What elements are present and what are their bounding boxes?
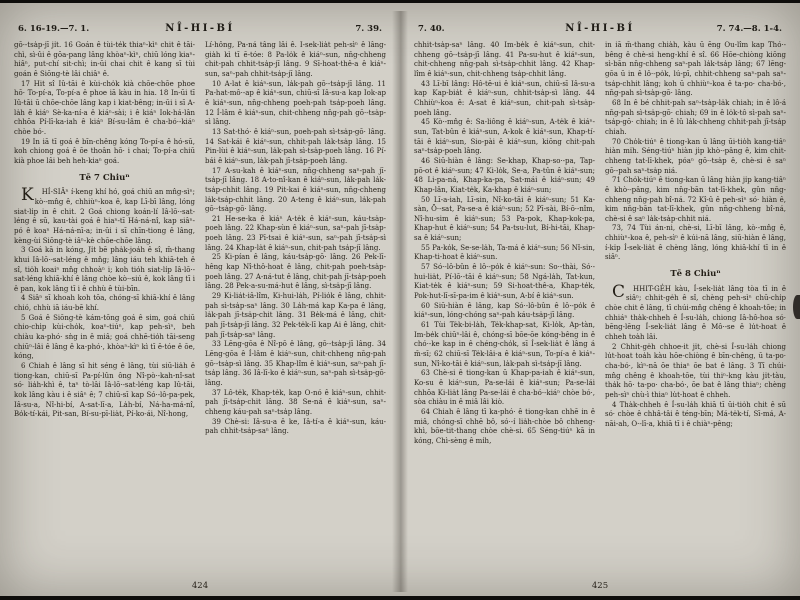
book-title: NÎ-HI-BÍ [565, 23, 635, 34]
page-left [8, 9, 392, 594]
text-paragraph: 71 Cho̍k-tiúⁿ ê tiong-kan ū lâng hiàn ji̍p kang-tiâⁿ ê khò·-pâng, kim nn̄g-bān tat-lī-khek, gûn nn̄g-chheng nn̄g-pah bî-ná. 72 Kî-û ê peh-sìⁿ só· hiàn ê, kim nn̄g-bān tat-lī-khek, gûn nn̄g-chheng bî-ná, chè-si ê saⁿ la̍k-tsa̍p-chhit niá. [605, 176, 786, 223]
text-paragraph: 60 Siū-hiàn ê lâng, kap Só·-lô-bûn ê lô·-po̍k ê kiáⁿ-sun, lóng-chóng saⁿ-pah káu-tsa̍p-jī lâng. [414, 301, 595, 320]
continuation-paragraph: gō·-tsa̍p-jī ji̍t. 16 Goán ê tùi-te̍k thiaⁿ-kìⁿ chit ê tāi-chì, sì-ûi ê gōa-pang lâng khòaⁿ-kìⁿ, chiū lóng kiaⁿ-hiâⁿ, put-chí sit-chì; in-ūi chai chit ê kang sī tùi goán ê Siōng-tè lâi chiâⁿ ê. [14, 41, 195, 78]
text-paragraph: 29 Ki-lia̍t-iâ-lîm, Ki-hui-la̍h, Pí-lio̍k ê lâng, chhit-pah sì-tsa̍p-saⁿ lâng. 30 La̍h-má kap Ka-pa ê lâng, la̍k-pah jī-tsa̍p-chit lâng. 31 Be̍k-má ê lâng, chit-pah jī-tsa̍p-jī lâng. 32 Pek-te̍k-lī kap Ai ê lâng, chit-pah jī-tsa̍p-saⁿ lâng. [205, 292, 386, 339]
text-paragraph: 6 Chiah ê lâng sī hit séng ê lâng, tùi siū-lia̍h ê tiong-kan, chiū-sī Pa-pí-lûn ông Nî-pò·-kah-nî-sat só· lia̍h-khì ê, taⁿ tò-lâi Iâ-lō·-sat-léng kap Iû-tāi, kok lâng kàu i ê siâⁿ ê; 7 chiū-sī kap Só·-lô-pa-pek, Iâ-su-a, Nî-hi-bí, A-sat-lī-a, La̍h-bí, Ná-ha-má-nî, Bo̍k-tí-kái, Pit-san, Bí-su-pī-lia̍t, Pí-ko-ái, Nî-hong, [14, 362, 195, 419]
text-paragraph: 19 In iā tī goá ê bīn-chêng kóng To-pí-a ê hó-sū, koh chiong goá ê ōe thoân hō· i chai; To-pí-a chiū kià phoe lâi beh heh-kiaⁿ goá. [14, 137, 195, 165]
book-scan [0, 3, 800, 596]
text-paragraph: 5 Goá ê Siōng-tè kám-tōng goá ê sim, goá chiū chio-chi̍p kùi-cho̍k, koaⁿ-tiúⁿ, kap peh-sìⁿ, beh chiàu ka-phó· sǹg in ê miâ; goá chhē-tio̍h tāi-seng chiūⁿ-lâi ê lâng ê ka-phó·, khòaⁿ-kìⁿ kì tī ē-tóe ê ōe, kóng, [14, 313, 195, 361]
text-columns-right-page [414, 41, 786, 578]
text-column-4 [605, 41, 786, 578]
text-paragraph: 70 Cho̍k-tiúⁿ ê tiong-kan ū lâng ūi-tio̍h kang-tiâⁿ hiàn mi̍h. Séng-tiúⁿ hiàn ji̍p khò·-pâng ê, kim chit-chheng tat-lī-khek, póaⁿ gō·-tsa̍p ê, chè-si ê saⁿ gō·-pah saⁿ-tsa̍p niá. [605, 137, 786, 175]
text-paragraph: 46 Siū-hiàn ê lâng: Se-khap, Khap-so·-pa, Tap-pō-ot ê kiáⁿ-sun; 47 Ki-lo̍k, Se-a, Pa-tûn ê kiáⁿ-sun; 48 Li-pa-ná, Khap-ka-pa, Sat-mái ê kiáⁿ-sun; 49 Khap-lân, Kiat-te̍k, Ka-khap ê kiáⁿ-sun; [414, 156, 595, 194]
text-paragraph: 61 Tùi Te̍k-bi-la̍h, Te̍k-khap-sat, Ki-lo̍k, Ap-tàn, Im-be̍k chiūⁿ-lâi ê, chóng-sī bōe-ōe kóng-bêng in ê chó·-ke kap in ê chéng-cho̍k, sī Í-sek-lia̍t ê lâng á m̄-sī; 62 chiū-sī Te̍k-lâi-a ê kiáⁿ-sun, To-pí-a ê kiáⁿ-sun, Nî-ko-tāi ê kiáⁿ-sun, la̍k-pah sì-tsa̍p-jī lâng. [414, 321, 595, 368]
text-paragraph: 25 Ki-pían ê lâng, káu-tsa̍p-gō· lâng. 26 Pek-lī-hêng kap Nî-thô-hoat ê lâng, chit-pah poeh-tsa̍p-poeh lâng. 27 A-ná-tut ê lâng, chit-pah jī-tsa̍p-poeh lâng. 28 Pek-a-su-má-hut ê lâng, sì-tsa̍p-jī lâng. [205, 253, 386, 291]
text-columns-left-page [14, 41, 386, 578]
verse-range-right: 7. 39. [355, 24, 382, 34]
text-paragraph: 73, 74 Tùi án-ni, chè-si, Lī-bī lâng, kò·-mn̂g ê, chhiùⁿ-koa ê, peh-sìⁿ ê kúi-nā lâng, siū-hiàn ê lâng, í-ki̍p Í-sek-lia̍t ê chèng lâng, lóng khiā-khí tī in ê siâⁿ. [605, 224, 786, 262]
text-paragraph: 4 Tha̍k-chheh ê Í-su-la̍h khiā tī ūi-tio̍h chit ê sū só· chòe ê chhâ-tâi ê téng-bīn; Má-te̍k-tí, Sī-má, A-nāi-ah, O·-lī-a, khiā tī i ê chiàⁿ-pêng; [605, 400, 786, 428]
text-paragraph: 43 Lī-bī lâng: Hô-tē-ui ê kiáⁿ-sun, chiū-sī Iâ-su-a kap Kap-bia̍t ê kiáⁿ-sun, chhit-tsa̍p-sì lâng. 44 Chhiùⁿ-koa ê: A-sat ê kiáⁿ-sun, chit-pah sì-tsa̍p-poeh lâng. [414, 79, 595, 117]
text-paragraph: 3 Goá kā in kóng, Ji̍t bē pha̍k-joa̍h ê sî, m̄-thang khui Iâ-lō·-sat-léng ê mn̂g; lâng iáu teh khiā-teh ê sî, tio̍h koaiⁿ mn̂g chhoàⁿ i; koh tio̍h siat-li̍p Iâ-lō·-sat-léng khiā-khí ê lâng chòe kò·-siú ê, kok lâng tī i ê pan, kok lâng tī i ê chhù ê tùi-bīn. [14, 246, 195, 293]
running-header-left-page [14, 23, 386, 34]
text-column-2 [205, 41, 386, 578]
running-header-right-page [414, 23, 786, 34]
drop-cap-paragraph: KHÍ-SIÂⁿ í-keng khí hó, goá chiū an mn̂g-sìⁿ; kò·-mn̂g ê, chhiùⁿ-koa ê, kap Lī-bī lâng, lóng siat-li̍p in ê chit. 2 Goá chiong koán-lí Iâ-lō·-sat-léng ê sū, kau-tài goá ê hiaⁿ-tī Há-ná-nî, kap siâⁿ-pó ê koaⁿ Há-ná-nī-a; in-ūi i sī chīn-tiong ê lâng, kèng-ùi Siōng-tè iâⁿ-kè chōe-chōe lâng. [14, 185, 195, 245]
text-paragraph: 50 Lī-a-iah, Lī-sin, Nî-ko-tāi ê kiáⁿ-sun; 51 Ka-sàn, Ō·-sat, Pa-se-a ê kiáⁿ-sun; 52 Pī-sài, Bí-ō·-nîm, Nî-hu-sim ê kiáⁿ-sun; 53 Pa-pok, Khap-kok-pa, Khap-hut ê kiáⁿ-sun; 54 Pa-tsu-lut, Bí-hi-tāi, Khap-sa ê kiáⁿ-sun; [414, 195, 595, 243]
text-paragraph: 63 Chè-si ê tiong-kan ū Khap-pa-iah ê kiáⁿ-sun, Ko-su ê kiáⁿ-sun, Pa-se-lái ê kiáⁿ-sun; Pa-se-lái chhōa Ki-lia̍t lâng Pa-se-lái ê cha-bó·-kiáⁿ chòe bó·, sòa chiàu in ê miâ lâi kiò. [414, 369, 595, 407]
text-paragraph: 39 Chè-si: Iâ-su-a ê ke, Iâ-tí-a ê kiáⁿ-sun, káu-pah chhit-tsa̍p-saⁿ lâng. [205, 417, 386, 436]
text-paragraph: 13 Sat-thó· ê kiáⁿ-sun, poeh-pah sì-tsa̍p-gō· lâng. 14 Sat-kái ê kiáⁿ-sun, chhit-pah la̍k-tsa̍p lâng. 15 Pin-lùi ê kiáⁿ-sun, la̍k-pah sì-tsa̍p-poeh lâng. 16 Pí-bái ê kiáⁿ-sun, la̍k-pah jī-tsa̍p-poeh lâng. [205, 127, 386, 165]
page-number-right: 425 [591, 581, 609, 591]
continuation-paragraph: in iā m̄-thang chia̍h, kàu ū ēng Ou-lîm kap Thó·-bêng ê chè-si heng-khí ê sî. 66 Hōe-chiòng kiōng sì-bān nn̄g-chheng saⁿ-pah la̍k-tsa̍p lâng; 67 lēng-gōa ū in ê lô·-po̍k, lú-pī, chhit-chheng saⁿ-pah saⁿ-tsa̍p-chhit lâng; koh ū chhiùⁿ-koa ê ta-po· cha-bó·, nn̄g-pah sì-tsa̍p-gō· lâng. [605, 41, 786, 98]
chapter-heading: Tē 7 Chiuⁿ [79, 172, 130, 183]
two-page-spread [0, 3, 800, 596]
verse-range-right: 7. 74.—8. 1-4. [716, 24, 782, 34]
text-paragraph: 45 Kò·-mn̂g ê: Sa-liông ê kiáⁿ-sun, A-te̍k ê kiáⁿ-sun, Tat-bûn ê kiáⁿ-sun, A-kok ê kiáⁿ-sun, Khap-tí-tāi ê kiáⁿ-sun, Sio-pài ê kiáⁿ-sun, kiōng chit-pah saⁿ-tsa̍p-poeh lâng. [414, 118, 595, 156]
page-number-left: 424 [191, 581, 209, 591]
text-paragraph: 57 Só·-lô-bûn ê lô·-po̍k ê kiáⁿ-sun: So·-thài, Só·-hui-lia̍t, Pí-lō·-tāi ê kiáⁿ-sun; 58 Ngá-la̍h, Tat-kun, Kiat-te̍k ê kiáⁿ-sun; 59 Si-hoat-thê-a, Khap-te̍k, Pok-hut-lī-sī-pa-im ê kiáⁿ-sun, A-bí ê kiáⁿ-sun. [414, 263, 595, 301]
text-paragraph: 37 Lô-te̍k, Khap-te̍k, kap O-nó ê kiáⁿ-sun, chhit-pah jī-tsa̍p-chit lâng. 38 Se-ná ê kiáⁿ-sun, saⁿ-chheng káu-pah saⁿ-tsa̍p lâng. [205, 388, 386, 416]
scan-edge-artifact [793, 295, 800, 319]
text-paragraph: 55 Pa-ko̍k, Se-se-la̍h, Ta-má ê kiáⁿ-sun; 56 Nî-sin, Khap-ti-hoat ê kiáⁿ-sun. [414, 243, 595, 262]
text-paragraph: 68 In ê bé chhit-pah saⁿ-tsa̍p-la̍k chiah; in ê lô-á nn̄g-pah sì-tsa̍p-gō· chiah; 69 in ê lo̍k-tô sì-pah saⁿ-tsa̍p-gō· chiah; in ê lû la̍k-chheng chhit-pah jī-tsa̍p chiah. [605, 98, 786, 136]
chapter-heading: Tē 8 Chiuⁿ [670, 269, 721, 280]
text-column-3 [414, 41, 595, 578]
text-paragraph: 21 He-se-ka ê kiáⁿ A-te̍k ê kiáⁿ-sun, káu-tsa̍p-poeh lâng. 22 Khap-sùn ê kiáⁿ-sun, saⁿ-pah jī-tsa̍p-poeh lâng. 23 Pī-tsai ê kiáⁿ-sun, saⁿ-pah jī-tsa̍p-sì lâng. 24 Khap-la̍t ê kiáⁿ-sun, chit-pah tsa̍p-jī lâng. [205, 214, 386, 252]
text-paragraph: 4 Siâⁿ sī khoah koh tōa, chóng-sī khiā-khí ê lâng chió, chhù iā iáu-bē khí. [14, 294, 195, 313]
page-gutter-shadow [392, 11, 408, 592]
text-paragraph: 17 Hit sî Iû-tāi ê kùi-cho̍k kià chōe-chōe phoe hō· To-pí-a, To-pí-a ê phoe iā kàu in hia. 18 In-ūi tī Iû-tāi ū chōe-chōe lâng kap i kiat-bêng; in-ūi i sī A-la̍h ê kiáⁿ Sè-ka-ní-a ê kiáⁿ-sài; i ê kiáⁿ Iok-há-lân chhōa Pí-lī-ka-iah ê kiáⁿ Bí-su-lâm ê cha-bó·-kiáⁿ chòe bó·. [14, 79, 195, 136]
text-column-1 [14, 41, 195, 578]
book-title: NÎ-HI-BÍ [165, 23, 235, 34]
text-paragraph: 64 Chiah ê lâng tī ka-phó· ê tiong-kan chhē in ê miâ, chóng-sī chhē bô, só·-í lia̍h-chòe bô chheng-khì, bōe-tit-thang chòe chè-si. 65 Séng-tiúⁿ kā in kóng, Chì-sèng ê mi̍h, [414, 407, 595, 445]
text-paragraph: 33 Lēng-gōa ê Nî-pō ê lâng, gō·-tsa̍p-jī lâng. 34 Lēng-gōa ê Í-lâm ê kiáⁿ-sun, chit-chheng nn̄g-pah gō·-tsa̍p-sì lâng. 35 Khap-lîm ê kiáⁿ-sun, saⁿ-pah jī-tsa̍p lâng. 36 Iâ-lī-ko ê kiáⁿ-sun, saⁿ-pah sì-tsa̍p-gō· lâng. [205, 340, 386, 387]
text-paragraph: 10 A-lat ê kiáⁿ-sun, la̍k-pah gō·-tsa̍p-jī lâng. 11 Pa-hat-mô·-ap ê kiáⁿ-sun, chiū-sī Iâ-su-a kap Iok-ap ê kiáⁿ-sun, nn̄g-chheng poeh-pah tsa̍p-poeh lâng. 12 Í-lâm ê kiáⁿ-sun, chit-chheng nn̄g-pah gō·-tsa̍p-sì lâng. [205, 79, 386, 127]
continuation-paragraph: chhit-tsa̍p-saⁿ lâng. 40 Im-be̍k ê kiáⁿ-sun, chit-chheng gō·-tsa̍p-jī lâng. 41 Pa-su-hut ê kiáⁿ-sun, chit-chheng nn̄g-pah sì-tsa̍p-chhit lâng. 42 Khap-lîm ê kiáⁿ-sun, chit-chheng tsa̍p-chhit lâng. [414, 41, 595, 78]
page-right [408, 9, 792, 594]
text-paragraph: 17 A-su-kah ê kiáⁿ-sun, nn̄g-chheng saⁿ-pah jī-tsa̍p-jī lâng. 18 A-to-nî-kan ê kiáⁿ-sun, la̍k-pah la̍k-tsa̍p-chhit lâng. 19 Pit-kai ê kiáⁿ-sun, nn̄g-chheng la̍k-tsa̍p-chhit lâng. 20 A-teng ê kiáⁿ-sun, la̍k-pah gō·-tsa̍p-gō· lâng. [205, 166, 386, 214]
verse-range-left: 7. 40. [418, 24, 445, 34]
drop-cap-paragraph: CHHIT-GE̍H kàu, Í-sek-lia̍t lâng tòa tī in ê siâⁿ; chhit-ge̍h ê sî, chèng peh-sìⁿ chū-chi̍p chòe chit ê lâng, tī chúi-mn̂g chêng ê khoah-tōe; in chhiáⁿ tha̍k-chheh ê Í-su-la̍h, chiong Iâ-hô-hoa só· bēng-lēng Í-sek-lia̍t lâng ê Mô·-se ê lu̍t-hoat ê chheh toa̍h lâi. [605, 281, 786, 342]
text-paragraph: 2 Chhit-ge̍h chhoe-it ji̍t, chè-si Í-su-la̍h chiong lu̍t-hoat toa̍h kàu hōe-chiòng ê bīn-chêng, ū ta-po· cha-bó·, kìⁿ-nā ōe thiaⁿ ōe bat ê lâng. 3 Tī chúi-mn̂g chêng ê khoah-tōe, tùi thiⁿ-kng kàu ji̍t-tàu, tha̍k hō· ta-po· cha-bó·, ōe bat ê lâng thiaⁿ; chèng peh-sìⁿ chù-ì thiaⁿ lu̍t-hoat ê chheh. [605, 342, 786, 400]
verse-range-left: 6. 16-19.—7. 1. [18, 24, 90, 34]
continuation-paragraph: Lí-hông, Pa-ná tâng lâi ê. Í-sek-lia̍t peh-sìⁿ ê lâng-gia̍h kì tī ē-tóe: 8 Pa-lo̍k ê kiáⁿ-sun, nn̄g-chheng chit-pah chhit-tsa̍p-jī lâng. 9 Sī-hoat-thê-a ê kiáⁿ-sun, saⁿ-pah chhit-tsa̍p-jī lâng. [205, 41, 386, 78]
